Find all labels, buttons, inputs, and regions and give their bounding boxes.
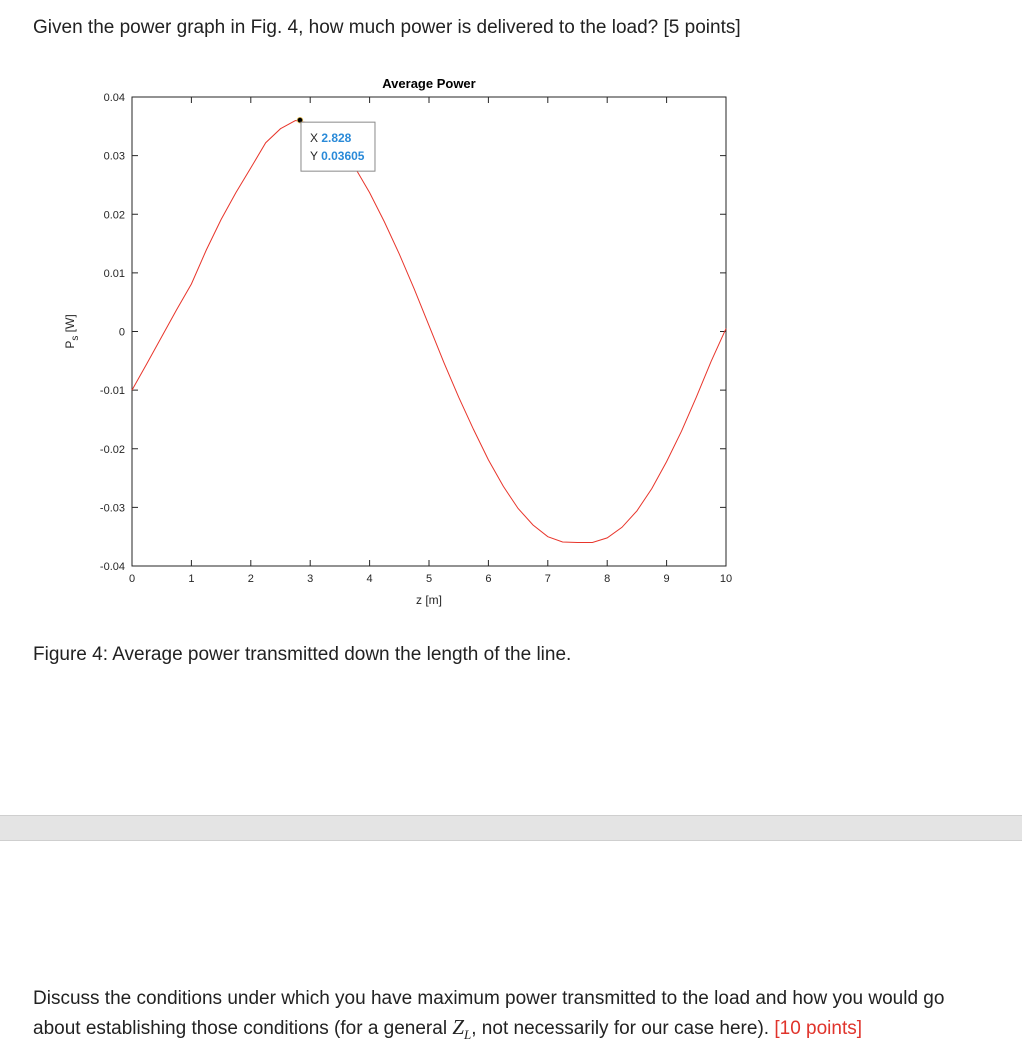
plot-area-box: [132, 97, 726, 566]
z-load-symbol: $Z_L$: [452, 1015, 472, 1043]
y-tick-label: 0.04: [103, 92, 125, 104]
question-body: Given the power graph in Fig. 4, how much power is delivered to the load?: [33, 17, 659, 38]
discuss-text-before: Discuss the conditions under which you have maximum power transmitted to the load and how you would go about establishing those conditions (for a general: [33, 988, 945, 1039]
chart-title: Average Power: [382, 76, 476, 91]
x-tick-label: 7: [544, 573, 551, 585]
section-divider: [0, 815, 1022, 841]
question-text: [33, 17, 741, 39]
discuss-points: [10 points]: [774, 1018, 863, 1039]
question-points: [5 points]: [663, 17, 741, 38]
x-tick-label: 1: [188, 573, 195, 585]
discuss-text-after: , not necessarily for our case here).: [471, 1018, 770, 1039]
average-power-chart: [40, 70, 740, 615]
datatip-y-text: Y 0.03605: [309, 149, 365, 164]
x-tick-label: 2: [247, 573, 254, 585]
x-tick-label: 3: [307, 573, 314, 585]
y-tick-label: -0.04: [99, 561, 125, 573]
y-tick-label: -0.01: [99, 385, 125, 398]
discuss-question: [33, 985, 993, 1049]
x-tick-label: 6: [485, 573, 492, 585]
x-tick-label: 9: [663, 573, 670, 585]
y-tick-label: 0.03: [103, 150, 125, 163]
x-tick-label: 10: [719, 573, 733, 585]
y-axis-label: $P_s$ [W]: [63, 314, 81, 349]
y-tick-label: -0.02: [99, 443, 125, 456]
x-tick-label: 0: [128, 573, 136, 585]
figure-caption: Figure 4: Average power transmitted down the length of the line.: [33, 644, 572, 665]
datatip-box: [301, 122, 375, 171]
y-tick-label: 0.02: [103, 209, 125, 222]
y-tick-label: -0.03: [99, 502, 125, 515]
x-axis-label: z [m]: [416, 593, 442, 607]
y-tick-label: 0: [118, 326, 125, 339]
y-tick-label: 0.01: [103, 267, 125, 280]
x-tick-label: 4: [366, 573, 373, 585]
datatip-x-text: X 2.828: [309, 131, 352, 146]
x-tick-label: 5: [425, 573, 433, 585]
x-tick-label: 8: [604, 573, 611, 585]
